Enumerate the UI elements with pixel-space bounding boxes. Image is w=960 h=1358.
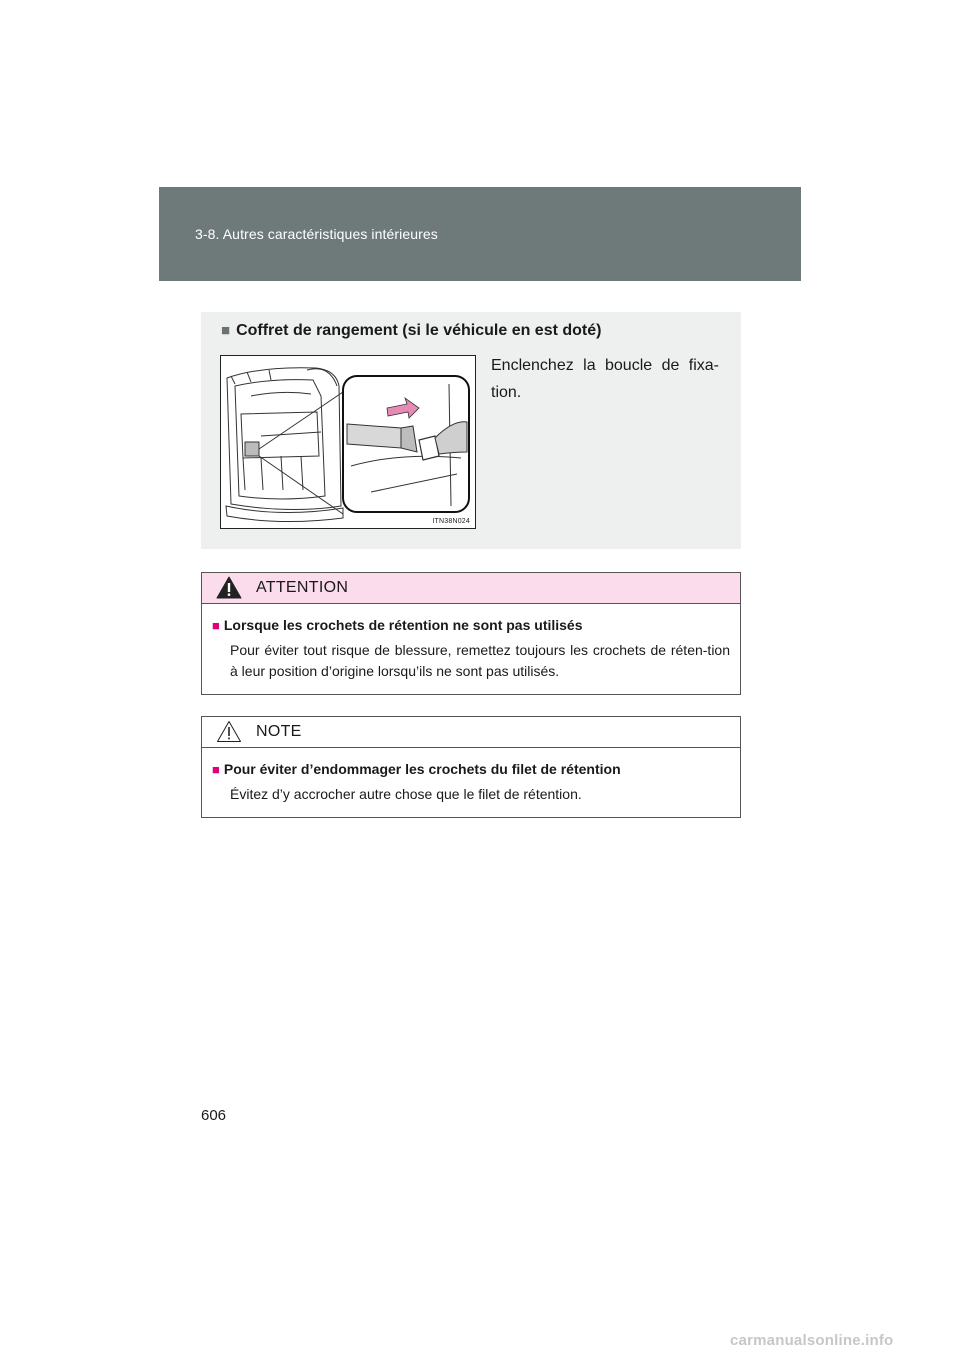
- cargo-illustration: [220, 355, 476, 529]
- note-item-text: Évitez d’y accrocher autre chose que le filet de rétention.: [230, 786, 582, 802]
- chapter-header: [159, 187, 801, 281]
- note-bullet: ■: [212, 762, 220, 777]
- section-bullet: ■: [221, 322, 231, 339]
- note-box: [201, 716, 741, 818]
- storage-box-section: [201, 312, 741, 549]
- attention-item-text: Pour éviter tout risque de blessure, remettez toujours les crochets de réten-tion à leur position d’origine lorsqu’ils ne sont pas utilisés.: [230, 642, 730, 679]
- note-body: [202, 748, 740, 819]
- chapter-title: 3-8. Autres caractéristiques intérieures: [195, 226, 438, 242]
- warning-triangle-filled-icon: [216, 576, 242, 599]
- note-label: NOTE: [256, 723, 302, 740]
- section-title-text: Coffret de rangement (si le véhicule en est doté): [236, 322, 602, 339]
- attention-box: [201, 572, 741, 695]
- section-instruction: Enclenchez la boucle de fixa-tion.: [491, 357, 719, 401]
- attention-item-title-text: Lorsque les crochets de rétention ne sont pas utilisés: [223, 617, 583, 633]
- attention-item-title: [212, 615, 730, 636]
- note-header: [202, 717, 740, 748]
- note-item-title: [212, 759, 730, 780]
- attention-label: ATTENTION: [256, 579, 349, 596]
- section-title: [221, 322, 601, 340]
- attention-header: [202, 573, 740, 604]
- warning-triangle-outline-icon: [216, 720, 242, 743]
- figure-code: ITN38N024: [432, 518, 470, 525]
- attention-bullet: ■: [212, 618, 220, 633]
- cargo-buckle-drawing: [221, 356, 475, 528]
- note-item-title-text: Pour éviter d’endommager les crochets du filet de rétention: [223, 761, 621, 777]
- watermark: carmanualsonline.info: [730, 1332, 894, 1349]
- page-number: 606: [201, 1107, 227, 1124]
- attention-body: [202, 604, 740, 696]
